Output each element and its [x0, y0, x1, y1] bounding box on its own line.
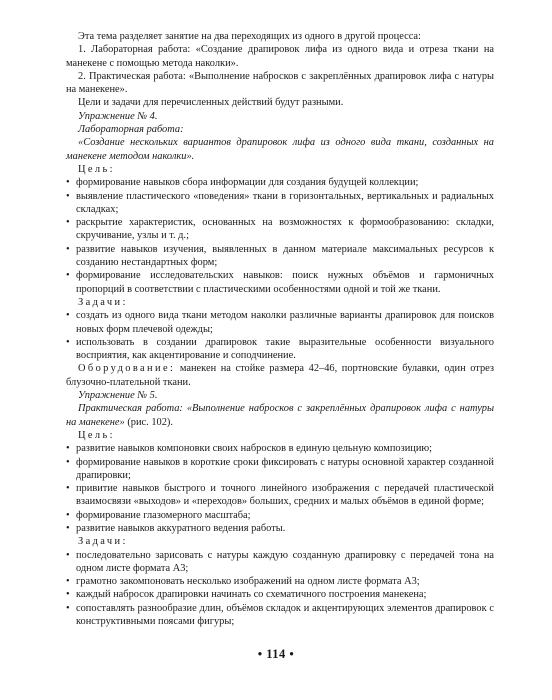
exercise-5-goals-list — [66, 442, 494, 535]
page-number: • 114 • — [257, 647, 295, 661]
intro-item-1: 1. Лабораторная работа: «Создание драпировок лифа из одного вида и отреза ткани на манекене с помощью метода наколки». — [66, 44, 494, 69]
exercise-5-title — [66, 402, 494, 429]
exercise-5-tasks-label: Задачи: — [78, 536, 128, 548]
exercise-4-goals-label: Цель: — [78, 163, 115, 175]
list-item: • последовательно зарисовать с натуры каждую созданную драпировку с передачей тона на одном листе формата А3; — [66, 549, 494, 576]
figure-reference: (рис. 102). — [124, 416, 173, 428]
list-item: • формирование исследовательских навыков: поиск нужных объёмов и гармоничных пропорций в соответствии с пластическими особенностями одной и той же ткани. — [66, 269, 494, 296]
list-item: • выявление пластического «поведения» ткани в горизонтальных, вертикальных и радиальных складках; — [66, 190, 494, 217]
exercise-4-equipment — [66, 362, 494, 389]
exercise-5-title-text: Практическая работа: «Выполнение набросков с закреплённых драпировок лифа с натуры на манекене» — [66, 403, 494, 428]
equipment-text: манекен на стойке размера 42–46, портновские булавки, один отрез блузочно-плательной ткани. — [66, 363, 494, 388]
list-item: • формирование глазомерного масштаба; — [66, 509, 494, 522]
intro-note: Цели и задачи для перечисленных действий будут разными. — [78, 97, 344, 109]
exercise-5-goals-label: Цель: — [78, 429, 115, 441]
list-item: • развитие навыков аккуратного ведения работы. — [66, 522, 494, 535]
exercise-5-heading: Упражнение № 5. — [78, 390, 158, 402]
list-item: • привитие навыков быстрого и точного линейного изображения с передачей пластической взаимосвязи «выходов» и «переходов» больших, средних и малых объёмов в единой форме; — [66, 482, 494, 509]
exercise-4-goals-list — [66, 176, 494, 296]
list-item: • раскрытие характеристик, основанных на возможностях к формообразованию: складки, скручивание, узлы и т. д.; — [66, 216, 494, 243]
list-item: • формирование навыков сбора информации для создания будущей коллекции; — [66, 176, 494, 189]
exercise-4-title: «Создание нескольких вариантов драпировок лифа из одного вида ткани, созданных на манекене методом наколки». — [66, 137, 494, 162]
list-item: • сопоставлять разнообразие длин, объёмов складок и акцентирующих элементов драпировок с конструктивными поясами фигуры; — [66, 602, 494, 629]
exercise-4-tasks-list — [66, 309, 494, 362]
list-item: • формирование навыков в короткие сроки фиксировать с натуры основной характер созданной драпировки; — [66, 456, 494, 483]
list-item: • использовать в создании драпировок такие выразительные особенности визуального восприятия, как акцентирование и соподчинение. — [66, 336, 494, 363]
intro-paragraph: Эта тема разделяет занятие на два переходящих из одного в другой процесса: — [78, 31, 421, 42]
intro-item-2: 2. Практическая работа: «Выполнение набросков с закреплённых драпировок лифа с натуры на манекене». — [66, 70, 494, 96]
exercise-5-tasks-list — [66, 549, 494, 629]
exercise-4-heading: Упражнение № 4. — [78, 110, 158, 122]
exercise-4-tasks-label: Задачи: — [78, 296, 128, 308]
exercise-4-type: Лабораторная работа: — [78, 124, 184, 136]
list-item: • создать из одного вида ткани методом наколки различные варианты драпировок для поисков новых форм плечевой одежды; — [66, 309, 494, 336]
equipment-label: Оборудование: — [78, 363, 176, 375]
list-item: • каждый набросок драпировки начинать со схематичного построения манекена; — [66, 588, 494, 601]
list-item: • грамотно закомпоновать несколько изображений на одном листе формата А3; — [66, 575, 494, 588]
list-item: • развитие навыков компоновки своих набросков в единую цельную композицию; — [66, 442, 494, 455]
list-item: • развитие навыков изучения, выявленных в данном материале максимальных ресурсов к созданию нестандартных форм; — [66, 243, 494, 270]
